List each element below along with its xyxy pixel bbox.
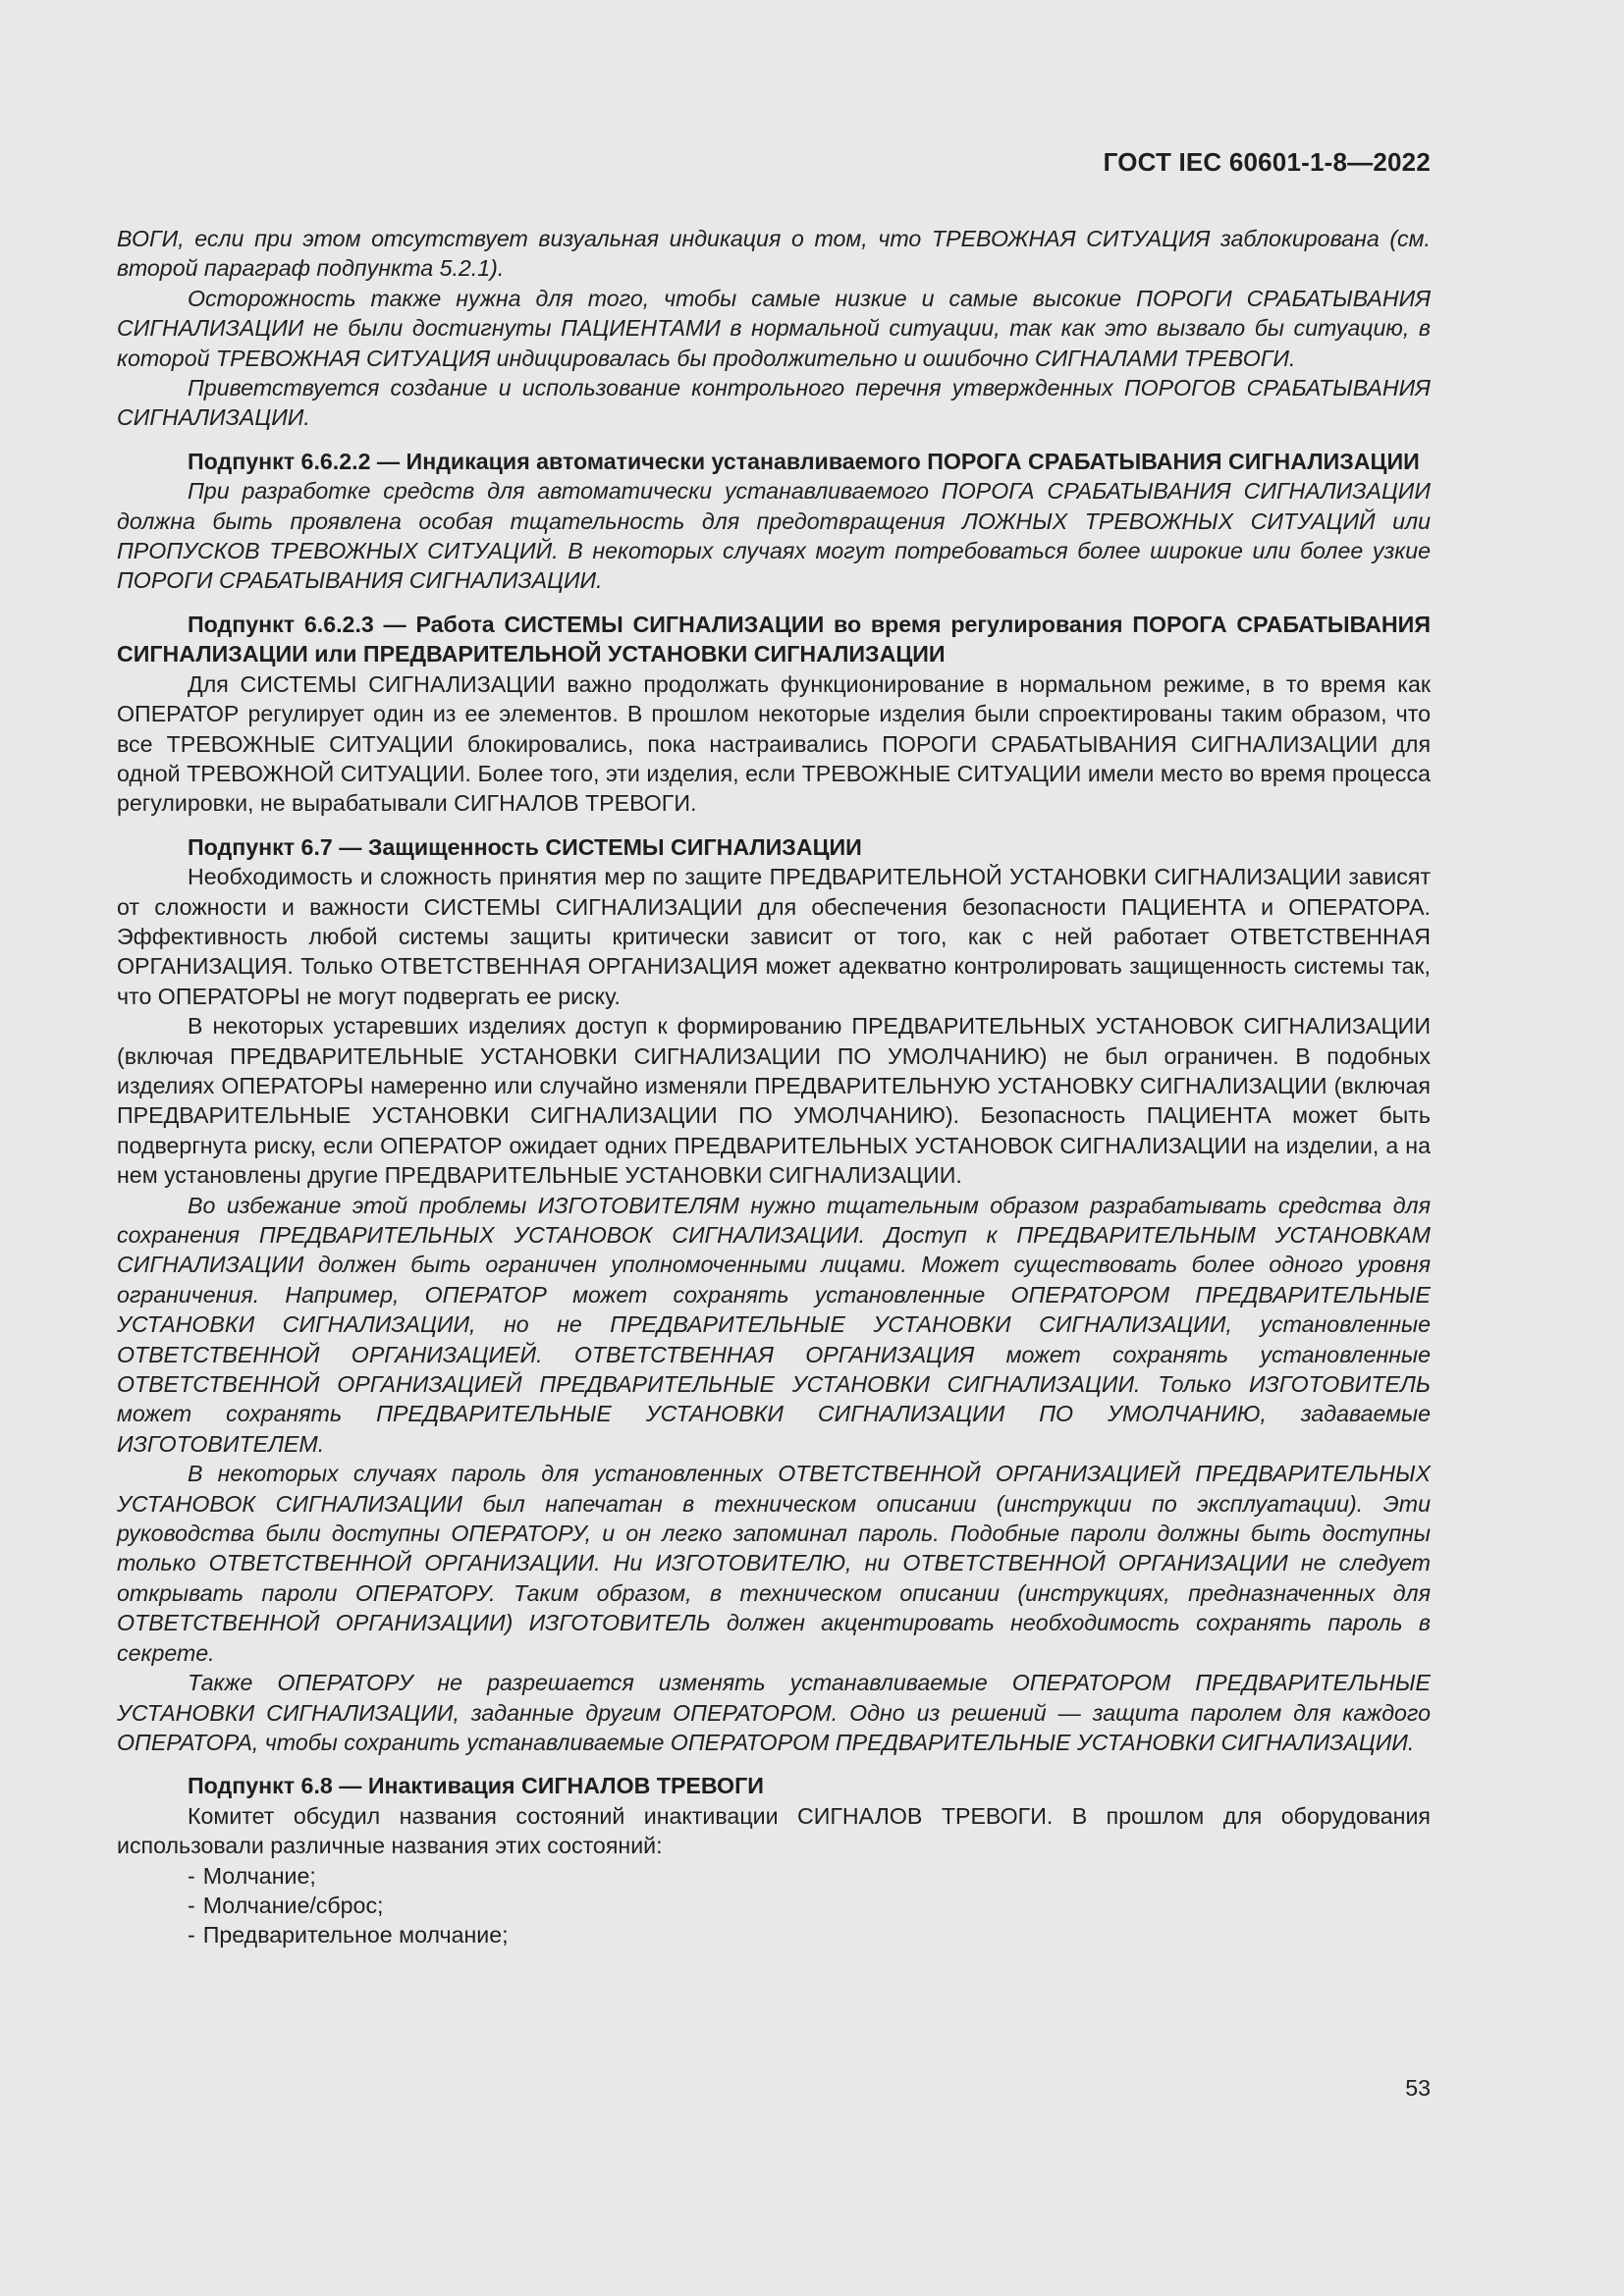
paragraph-security-need: Необходимость и сложность принятия мер по защите ПРЕДВАРИТЕЛЬНОЙ УСТАНОВКИ СИГНАЛИЗАЦИИ зависят от сложности и важности СИСТЕМЫ СИГНАЛИЗАЦИИ для обеспечения безопасности ПАЦИЕНТА и ОПЕРАТОРА. Эффективность любой системы защиты критически зависит от того, как с ней работает ОТВЕТСТВЕННАЯ ОРГАНИЗАЦИЯ. Только ОТВЕТСТВЕННАЯ ОРГАНИЗАЦИЯ может адекватно контролировать защищенность системы так, что ОПЕРАТОРЫ не могут подвергать ее риску.: [117, 864, 1431, 1009]
list-dash: -: [188, 1892, 195, 1918]
section-heading-6-6-2-2: Подпункт 6.6.2.2 — Индикация автоматически устанавливаемого ПОРОГА СРАБАТЫВАНИЯ СИГНАЛИЗАЦИИ: [188, 448, 1420, 474]
paragraph-inactivation: Комитет обсудил названия состояний инактивации СИГНАЛОВ ТРЕВОГИ. В прошлом для оборудования использовали различные названия этих состояний:: [117, 1802, 1431, 1859]
paragraph-operator-presets: Также ОПЕРАТОРУ не разрешается изменять устанавливаемые ОПЕРАТОРОМ ПРЕДВАРИТЕЛЬНЫЕ УСТАНОВКИ СИГНАЛИЗАЦИИ, заданные другим ОПЕРАТОРОМ. Одно из решений — защита паролем для каждого ОПЕРАТОРА, чтобы сохранить устанавливаемые ОПЕРАТОРОМ ПРЕДВАРИТЕЛЬНЫЕ УСТАНОВКИ СИГНАЛИЗАЦИИ.: [117, 1670, 1431, 1755]
section-heading-6-6-2-3: Подпункт 6.6.2.3 — Работа СИСТЕМЫ СИГНАЛИЗАЦИИ во время регулирования ПОРОГА СРАБАТЫВАНИЯ СИГНАЛИЗАЦИИ или ПРЕДВАРИТЕЛЬНОЙ УСТАНОВКИ СИГНАЛИЗАЦИИ: [117, 611, 1431, 667]
section-heading-6-7: Подпункт 6.7 — Защищенность СИСТЕМЫ СИГНАЛИЗАЦИИ: [188, 833, 862, 860]
paragraph-continuation: ВОГИ, если при этом отсутствует визуальная индикация о том, что ТРЕВОЖНАЯ СИТУАЦИЯ заблокирована (см. второй параграф подпункта 5.2.1).: [117, 226, 1431, 282]
paragraph-checklist: Приветствуется создание и использование контрольного перечня утвержденных ПОРОГОВ СРАБАТЫВАНИЯ СИГНАЛИЗАЦИИ.: [117, 375, 1431, 431]
section-heading-6-8: Подпункт 6.8 — Инактивация СИГНАЛОВ ТРЕВОГИ: [188, 1773, 764, 1799]
list-item: [188, 1920, 1431, 1949]
paragraph-system-operation: Для СИСТЕМЫ СИГНАЛИЗАЦИИ важно продолжать функционирование в нормальном режиме, в то время как ОПЕРАТОР регулирует один из ее элементов. В прошлом некоторые изделия были спроектированы таким образом, что все ТРЕВОЖНЫЕ СИТУАЦИИ блокировались, пока настраивались ПОРОГИ СРАБАТЫВАНИЯ СИГНАЛИЗАЦИИ для одной ТРЕВОЖНОЙ СИТУАЦИИ. Более того, эти изделия, если ТРЕВОЖНЫЕ СИТУАЦИИ имели место во время процесса регулировки, не вырабатывали СИГНАЛОВ ТРЕВОГИ.: [117, 670, 1431, 817]
list-item-text: Молчание;: [202, 1862, 316, 1889]
list-dash: -: [188, 1862, 195, 1889]
paragraph-passwords: В некоторых случаях пароль для установленных ОТВЕТСТВЕННОЙ ОРГАНИЗАЦИЕЙ ПРЕДВАРИТЕЛЬНЫХ УСТАНОВОК СИГНАЛИЗАЦИИ был напечатан в техническом описании (инструкции по эксплуатации). Эти руководства были доступны ОПЕРАТОРУ, и он легко запоминал пароль. Подобные пароли должны быть доступны только ОТВЕТСТВЕННОЙ ОРГАНИЗАЦИИ. Ни ИЗГОТОВИТЕЛЮ, ни ОТВЕТСТВЕННОЙ ОРГАНИЗАЦИИ не следует открывать пароли ОПЕРАТОРУ. Таким образом, в техническом описании (инструкциях, предназначенных для ОТВЕТСТВЕННОЙ ОРГАНИЗАЦИИ) ИЗГОТОВИТЕЛЬ должен акцентировать необходимость сохранять пароль в секрете.: [117, 1461, 1431, 1666]
inactivation-states-list: [117, 1861, 1431, 1950]
page-number: 53: [1405, 2075, 1431, 2101]
paragraph-manufacturer-means: Во избежание этой проблемы ИЗГОТОВИТЕЛЯМ нужно тщательным образом разрабатывать средства для сохранения ПРЕДВАРИТЕЛЬНЫХ УСТАНОВОК СИГНАЛИЗАЦИИ. Доступ к ПРЕДВАРИТЕЛЬНЫМ УСТАНОВКАМ СИГНАЛИЗАЦИИ должен быть ограничен уполномоченными лицами. Может существовать более одного уровня ограничения. Например, ОПЕРАТОР может сохранять установленные ОПЕРАТОРОМ ПРЕДВАРИТЕЛЬНЫЕ УСТАНОВКИ СИГНАЛИЗАЦИИ, но не ПРЕДВАРИТЕЛЬНЫЕ УСТАНОВКИ СИГНАЛИЗАЦИИ, установленные ОТВЕТСТВЕННОЙ ОРГАНИЗАЦИЕЙ. ОТВЕТСТВЕННАЯ ОРГАНИЗАЦИЯ может сохранять установленные ОТВЕТСТВЕННОЙ ОРГАНИЗАЦИЕЙ ПРЕДВАРИТЕЛЬНЫЕ УСТАНОВКИ СИГНАЛИЗАЦИИ. Только ИЗГОТОВИТЕЛЬ может сохранять ПРЕДВАРИТЕЛЬНЫЕ УСТАНОВКИ СИГНАЛИЗАЦИИ ПО УМОЛЧАНИЮ, задаваемые ИЗГОТОВИТЕЛЕМ.: [117, 1192, 1431, 1457]
list-item-text: Предварительное молчание;: [202, 1922, 509, 1949]
paragraph-auto-threshold: При разработке средств для автоматически устанавливаемого ПОРОГА СРАБАТЫВАНИЯ СИГНАЛИЗАЦИИ должна быть проявлена особая тщательность для предотвращения ЛОЖНЫХ ТРЕВОЖНЫХ СИТУАЦИЙ или ПРОПУСКОВ ТРЕВОЖНЫХ СИТУАЦИЙ. В некоторых случаях могут потребоваться более широкие или более узкие ПОРОГИ СРАБАТЫВАНИЯ СИГНАЛИЗАЦИИ.: [117, 478, 1431, 594]
list-item-text: Молчание/сброс;: [202, 1892, 384, 1918]
paragraph-caution: Осторожность также нужна для того, чтобы самые низкие и самые высокие ПОРОГИ СРАБАТЫВАНИЯ СИГНАЛИЗАЦИИ не были достигнуты ПАЦИЕНТАМИ в нормальной ситуации, так как это вызвало бы ситуацию, в которой ТРЕВОЖНАЯ СИТУАЦИЯ индицировалась бы продолжительно и ошибочно СИГНАЛАМИ ТРЕВОГИ.: [117, 285, 1431, 371]
document-body: [117, 224, 1431, 1950]
document-standard-header: ГОСТ IEC 60601-1-8—2022: [1103, 147, 1431, 177]
paragraph-legacy-devices: В некоторых устаревших изделиях доступ к формированию ПРЕДВАРИТЕЛЬНЫХ УСТАНОВОК СИГНАЛИЗАЦИИ (включая ПРЕДВАРИТЕЛЬНЫЕ УСТАНОВКИ СИГНАЛИЗАЦИИ ПО УМОЛЧАНИЮ) не был ограничен. В подобных изделиях ОПЕРАТОРЫ намеренно или случайно изменяли ПРЕДВАРИТЕЛЬНУЮ УСТАНОВКУ СИГНАЛИЗАЦИИ (включая ПРЕДВАРИТЕЛЬНЫЕ УСТАНОВКИ СИГНАЛИЗАЦИИ ПО УМОЛЧАНИЮ). Безопасность ПАЦИЕНТА может быть подвергнута риску, если ОПЕРАТОР ожидает одних ПРЕДВАРИТЕЛЬНЫХ УСТАНОВОК СИГНАЛИЗАЦИИ на изделии, а на нем установлены другие ПРЕДВАРИТЕЛЬНЫЕ УСТАНОВКИ СИГНАЛИЗАЦИИ.: [117, 1013, 1431, 1189]
list-item: [188, 1861, 1431, 1891]
list-item: [188, 1891, 1431, 1920]
list-dash: -: [188, 1922, 195, 1949]
